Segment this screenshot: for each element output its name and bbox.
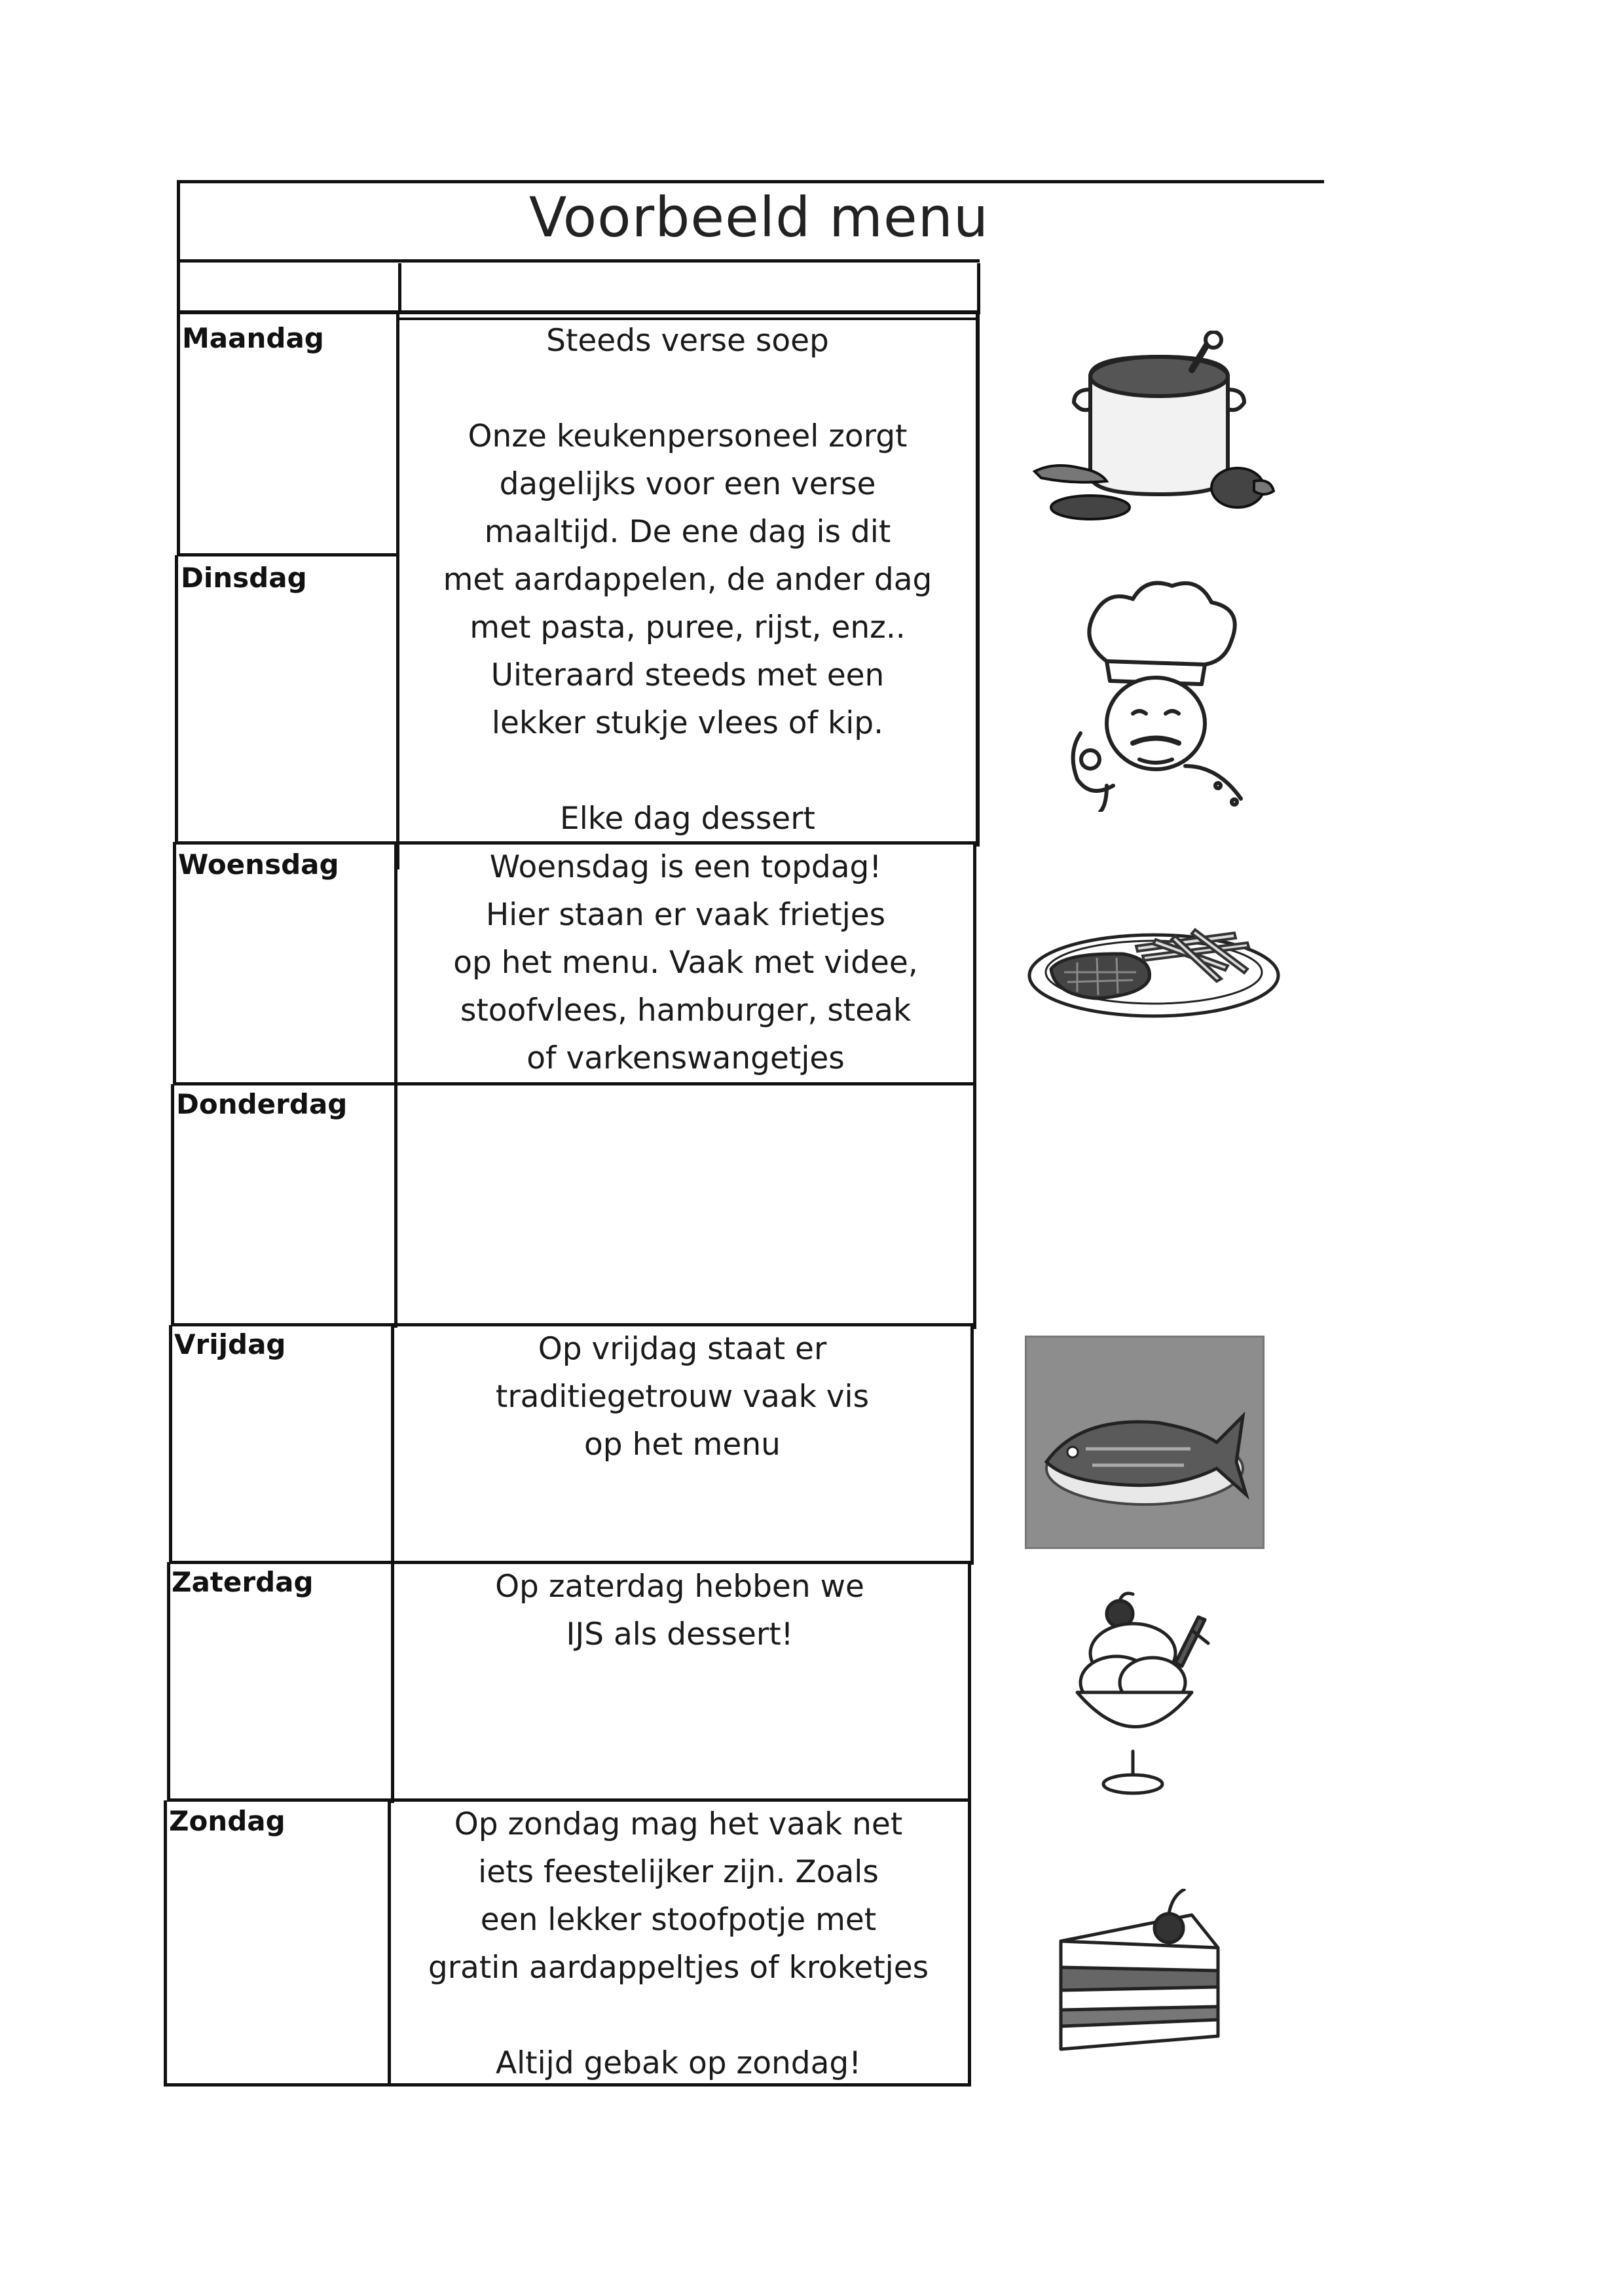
day-label-maandag: Maandag [182,322,324,354]
menu-cell-maandag-dinsdag [399,317,976,843]
right-border-4 [968,1562,971,2086]
menu-line: op het menu. Vaak met videe, [453,945,918,981]
left-border-3 [173,842,176,1085]
menu-line: IJS als dessert! [566,1616,794,1652]
right-border-1 [976,313,980,847]
dessert-text: Elke dag dessert [560,801,815,837]
menu-line: op het menu [584,1427,781,1463]
menu-line: stoofvlees, hamburger, steak [460,993,912,1029]
left-border-7 [164,1800,167,2086]
menu-line: Woensdag is een topdag! [489,849,882,885]
title-bottom-border [177,259,980,263]
left-border-5 [169,1325,172,1563]
menu-line: gratin aardappeltjes of kroketjes [428,1950,929,1986]
day-label-dinsdag: Dinsdag [181,562,307,594]
cake-slice-icon [1022,1889,1238,2066]
day-label-woensdag: Woensdag [178,848,339,881]
menu-line: iets feestelijker zijn. Zoals [478,1854,879,1890]
steak-fries-icon [1025,907,1283,1021]
soup-text: Steeds verse soep [546,323,829,359]
menu-line: of varkenswangetjes [526,1040,845,1076]
ice-cream-icon [1061,1591,1211,1800]
menu-line: maaltijd. De ene dag is dit [484,514,891,550]
header-mid-border [398,263,401,313]
menu-line: Op zaterdag hebben we [495,1569,864,1605]
right-border-3 [970,1326,974,1565]
menu-line: met aardappelen, de ander dag [443,562,932,598]
menu-line: Hier staan er vaak frietjes [485,897,886,933]
day-label-zaterdag: Zaterdag [172,1566,314,1598]
menu-cell-donderdag [396,1085,972,1321]
menu-line: Onze keukenpersoneel zorgt [468,418,908,454]
header-left-border [177,259,180,313]
header-right-border [977,263,980,313]
menu-line: met pasta, puree, rijst, enz.. [470,610,906,646]
menu-cell-vrijdag [394,1325,970,1468]
day-label-vrijdag: Vrijdag [174,1328,286,1360]
left-border-4 [171,1084,174,1326]
soup-pot-icon [1028,331,1277,520]
row-sep-maandag-dinsdag [177,553,398,556]
menu-line: Op vrijdag staat er [538,1331,827,1367]
left-border-6 [167,1562,170,1802]
menu-line: Uiteraard steeds met een [490,657,885,693]
menu-line: traditiegetrouw vaak vis [495,1379,870,1415]
left-border-1 [177,313,180,556]
header-bottom-border [177,310,980,314]
page-title: Voorbeeld menu [528,185,989,249]
chef-icon [1054,570,1251,812]
menu-line: dagelijks voor een verse [499,466,876,502]
day-label-donderdag: Donderdag [176,1088,348,1120]
menu-line: lekker stukje vlees of kip. [491,705,884,741]
fish-plate-icon [1025,1336,1264,1549]
menu-cell-woensdag [397,843,974,1082]
menu-line: een lekker stoofpotje met [480,1902,877,1938]
sunday-footer: Altijd gebak op zondag! [495,2045,862,2081]
menu-cell-zaterdag [392,1563,968,1658]
menu-cell-zondag [389,1800,968,2087]
left-border-2 [175,555,178,843]
day-label-zondag: Zondag [169,1805,286,1837]
menu-line: Op zondag mag het vaak net [454,1806,903,1842]
